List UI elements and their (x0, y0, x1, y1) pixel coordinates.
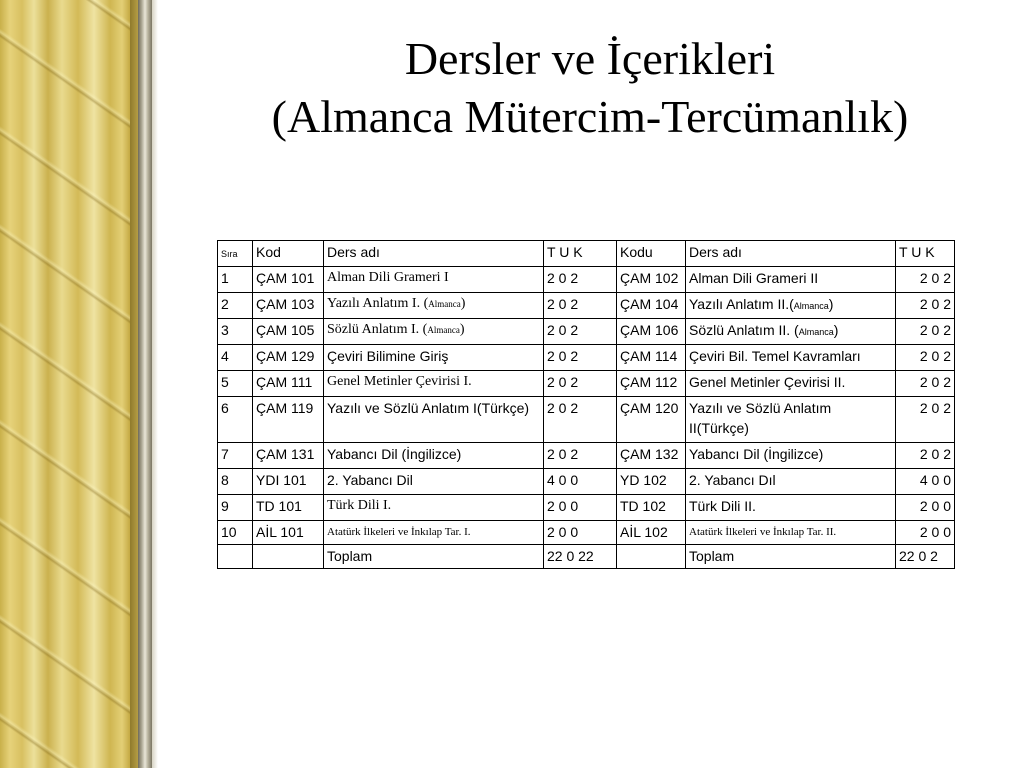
course-code: ÇAM 101 (256, 270, 315, 286)
total-label-1: Toplam (324, 545, 544, 569)
cell-tuk-2 (896, 371, 955, 397)
course-code: TD 102 (620, 498, 666, 514)
course-name: 2. Yabancı Dil (327, 472, 413, 488)
course-code: YD 102 (620, 472, 667, 488)
course-code: AİL 102 (620, 524, 668, 540)
table-row (218, 397, 955, 443)
row-number: 1 (221, 270, 229, 286)
course-code: TD 101 (256, 498, 302, 514)
cell-tuk-1 (544, 397, 617, 443)
cell-ders-adi-1 (324, 443, 544, 469)
course-name: Alman Dili Grameri II (689, 270, 819, 286)
course-name: Alman Dili Grameri I (327, 270, 449, 285)
course-name: Çeviri Bilimine Giriş (327, 348, 449, 364)
cell-ders-adi-1 (324, 397, 544, 443)
course-name-close: ) (459, 322, 465, 337)
course-code: ÇAM 120 (620, 400, 679, 416)
total-empty-sira (218, 545, 253, 569)
cell-tuk-2 (896, 443, 955, 469)
table-row (218, 469, 955, 495)
course-tuk: 2 0 2 (547, 296, 579, 312)
course-tuk: 2 0 0 (547, 524, 579, 540)
course-code: ÇAM 103 (256, 296, 315, 312)
course-code: ÇAM 119 (256, 400, 314, 416)
course-tuk: 2 0 2 (547, 374, 579, 390)
cell-tuk-1 (544, 293, 617, 319)
cell-ders-adi-1 (324, 469, 544, 495)
cell-ders-adi-2 (686, 469, 896, 495)
header-kodu: Kodu (617, 241, 686, 267)
header-kod: Kod (253, 241, 324, 267)
cell-kod-1 (253, 495, 324, 521)
course-code: ÇAM 104 (620, 296, 679, 312)
course-tuk: 2 0 2 (919, 348, 951, 364)
course-name: Yazılı ve Sözlü Anlatım I(Türkçe) (327, 400, 530, 416)
cell-tuk-1 (544, 521, 617, 545)
decorative-pole (138, 0, 152, 768)
cell-sira (218, 345, 253, 371)
row-number: 6 (221, 400, 229, 416)
cell-tuk-2 (896, 267, 955, 293)
table-row (218, 319, 955, 345)
cell-ders-adi-1 (324, 371, 544, 397)
cell-tuk-2 (896, 521, 955, 545)
total-empty-kod (253, 545, 324, 569)
header-tuk-1: T U K (544, 241, 617, 267)
course-tuk: 2 0 2 (919, 400, 951, 416)
header-sira: Sıra (218, 241, 253, 267)
cell-tuk-2 (896, 469, 955, 495)
row-number: 7 (221, 446, 229, 462)
course-tuk: 2 0 2 (547, 322, 579, 338)
course-code: YDI 101 (256, 472, 307, 488)
course-code: ÇAM 102 (620, 270, 679, 286)
course-name: 2. Yabancı Dıl (689, 472, 776, 488)
cell-tuk-2 (896, 397, 955, 443)
table-row (218, 521, 955, 545)
course-name-close: ) (828, 296, 834, 312)
cell-tuk-1 (544, 319, 617, 345)
row-number: 2 (221, 296, 229, 312)
cell-sira (218, 293, 253, 319)
decorative-pole-edge (152, 0, 158, 768)
cell-kod-2 (617, 443, 686, 469)
cell-kod-2 (617, 267, 686, 293)
row-number: 4 (221, 348, 229, 364)
course-tuk: 2 0 2 (547, 348, 579, 364)
course-code: AİL 101 (256, 524, 304, 540)
course-name: Türk Dili I. (327, 498, 392, 513)
cell-tuk-1 (544, 495, 617, 521)
course-tuk: 2 0 2 (547, 400, 579, 416)
cell-ders-adi-2 (686, 495, 896, 521)
cell-kod-2 (617, 469, 686, 495)
course-tuk: 2 0 2 (919, 270, 951, 286)
cell-sira (218, 267, 253, 293)
course-name: Sözlü Anlatım I. ( (327, 322, 428, 337)
course-name: Yabancı Dil (İngilizce) (327, 446, 462, 462)
table-row (218, 293, 955, 319)
row-number: 5 (221, 374, 229, 390)
row-number: 9 (221, 498, 229, 514)
cell-kod-1 (253, 443, 324, 469)
table-header-row (218, 241, 955, 267)
cell-tuk-2 (896, 495, 955, 521)
cell-ders-adi-2 (686, 397, 896, 443)
row-number: 3 (221, 322, 229, 338)
header-tuk-2: T U K (896, 241, 955, 267)
decorative-pole-shadow (130, 0, 138, 768)
table-row (218, 443, 955, 469)
cell-kod-1 (253, 371, 324, 397)
cell-ders-adi-1 (324, 267, 544, 293)
title-line-1: Dersler ve İçerikleri (404, 33, 776, 84)
course-tuk: 4 0 0 (547, 472, 579, 488)
total-tuk-2: 22 0 2 (896, 545, 955, 569)
courses-table (217, 240, 955, 569)
cell-kod-1 (253, 293, 324, 319)
cell-ders-adi-2 (686, 521, 896, 545)
course-name: Genel Metinler Çevirisi II. (689, 374, 846, 390)
cell-ders-adi-2 (686, 371, 896, 397)
cell-tuk-1 (544, 371, 617, 397)
cell-sira (218, 319, 253, 345)
course-tuk: 2 0 2 (919, 296, 951, 312)
course-name: Sözlü Anlatım II. ( (689, 322, 799, 338)
cell-kod-2 (617, 345, 686, 371)
cell-kod-1 (253, 267, 324, 293)
course-tuk: 2 0 0 (547, 498, 579, 514)
cell-kod-2 (617, 319, 686, 345)
header-ders-adi-1: Ders adı (324, 241, 544, 267)
course-name: Yazılı Anlatım I. ( (327, 296, 429, 311)
row-number: 10 (221, 524, 237, 540)
row-number: 8 (221, 472, 229, 488)
course-tuk: 2 0 0 (919, 524, 951, 540)
course-name-note: Almanca (428, 299, 461, 309)
cell-kod-1 (253, 319, 324, 345)
cell-tuk-1 (544, 443, 617, 469)
cell-ders-adi-2 (686, 267, 896, 293)
cell-tuk-2 (896, 293, 955, 319)
cell-sira (218, 495, 253, 521)
cell-tuk-1 (544, 267, 617, 293)
course-name: Atatürk İlkeleri ve İnkılap Tar. II. (689, 526, 837, 538)
total-tuk-1: 22 0 22 (544, 545, 617, 569)
cell-kod-2 (617, 397, 686, 443)
cell-tuk-1 (544, 469, 617, 495)
course-name-close: ) (460, 296, 466, 311)
course-name: Yazılı Anlatım II.( (689, 296, 794, 312)
course-name: Türk Dili II. (689, 498, 756, 514)
table-row (218, 495, 955, 521)
course-code: ÇAM 129 (256, 348, 315, 364)
course-tuk: 4 0 0 (919, 472, 951, 488)
table-total-row (218, 545, 955, 569)
course-name-note: Almanca (793, 301, 829, 311)
course-code: ÇAM 131 (256, 446, 315, 462)
course-tuk: 2 0 2 (547, 270, 579, 286)
course-name: Yabancı Dil (İngilizce) (689, 446, 824, 462)
cell-ders-adi-1 (324, 319, 544, 345)
cell-tuk-2 (896, 319, 955, 345)
slide-title (175, 30, 1005, 146)
cell-kod-2 (617, 293, 686, 319)
course-code: ÇAM 106 (620, 322, 679, 338)
cell-kod-1 (253, 397, 324, 443)
cell-kod-1 (253, 345, 324, 371)
course-name: Atatürk İlkeleri ve İnkılap Tar. I. (327, 526, 471, 538)
course-name-note: Almanca (798, 327, 834, 337)
cell-tuk-1 (544, 345, 617, 371)
course-code: ÇAM 105 (256, 322, 315, 338)
course-tuk: 2 0 2 (919, 446, 951, 462)
header-ders-adi-2: Ders adı (686, 241, 896, 267)
course-name: Genel Metinler Çevirisi I. (327, 374, 472, 389)
decorative-gold-border (0, 0, 130, 768)
cell-sira (218, 371, 253, 397)
total-empty-kodu (617, 545, 686, 569)
course-tuk: 2 0 0 (919, 498, 951, 514)
cell-kod-1 (253, 469, 324, 495)
cell-sira (218, 469, 253, 495)
cell-kod-2 (617, 371, 686, 397)
cell-ders-adi-1 (324, 345, 544, 371)
table-row (218, 267, 955, 293)
table-row (218, 345, 955, 371)
course-name: Yazılı ve Sözlü Anlatım II(Türkçe) (689, 400, 832, 436)
title-line-2: (Almanca Mütercim-Tercümanlık) (271, 91, 909, 142)
course-name-note: Almanca (427, 325, 460, 335)
cell-ders-adi-1 (324, 521, 544, 545)
cell-sira (218, 397, 253, 443)
course-code: ÇAM 114 (620, 348, 678, 364)
course-code: ÇAM 111 (256, 374, 313, 390)
cell-tuk-2 (896, 345, 955, 371)
course-name-close: ) (833, 322, 839, 338)
total-label-2: Toplam (686, 545, 896, 569)
cell-ders-adi-2 (686, 319, 896, 345)
course-code: ÇAM 132 (620, 446, 679, 462)
cell-ders-adi-2 (686, 443, 896, 469)
cell-sira (218, 521, 253, 545)
cell-kod-2 (617, 495, 686, 521)
cell-ders-adi-2 (686, 345, 896, 371)
cell-ders-adi-1 (324, 293, 544, 319)
cell-sira (218, 443, 253, 469)
course-tuk: 2 0 2 (547, 446, 579, 462)
cell-kod-2 (617, 521, 686, 545)
cell-ders-adi-1 (324, 495, 544, 521)
table-row (218, 371, 955, 397)
course-code: ÇAM 112 (620, 374, 678, 390)
course-tuk: 2 0 2 (919, 374, 951, 390)
course-name: Çeviri Bil. Temel Kavramları (689, 348, 861, 364)
cell-kod-1 (253, 521, 324, 545)
course-tuk: 2 0 2 (919, 322, 951, 338)
cell-ders-adi-2 (686, 293, 896, 319)
